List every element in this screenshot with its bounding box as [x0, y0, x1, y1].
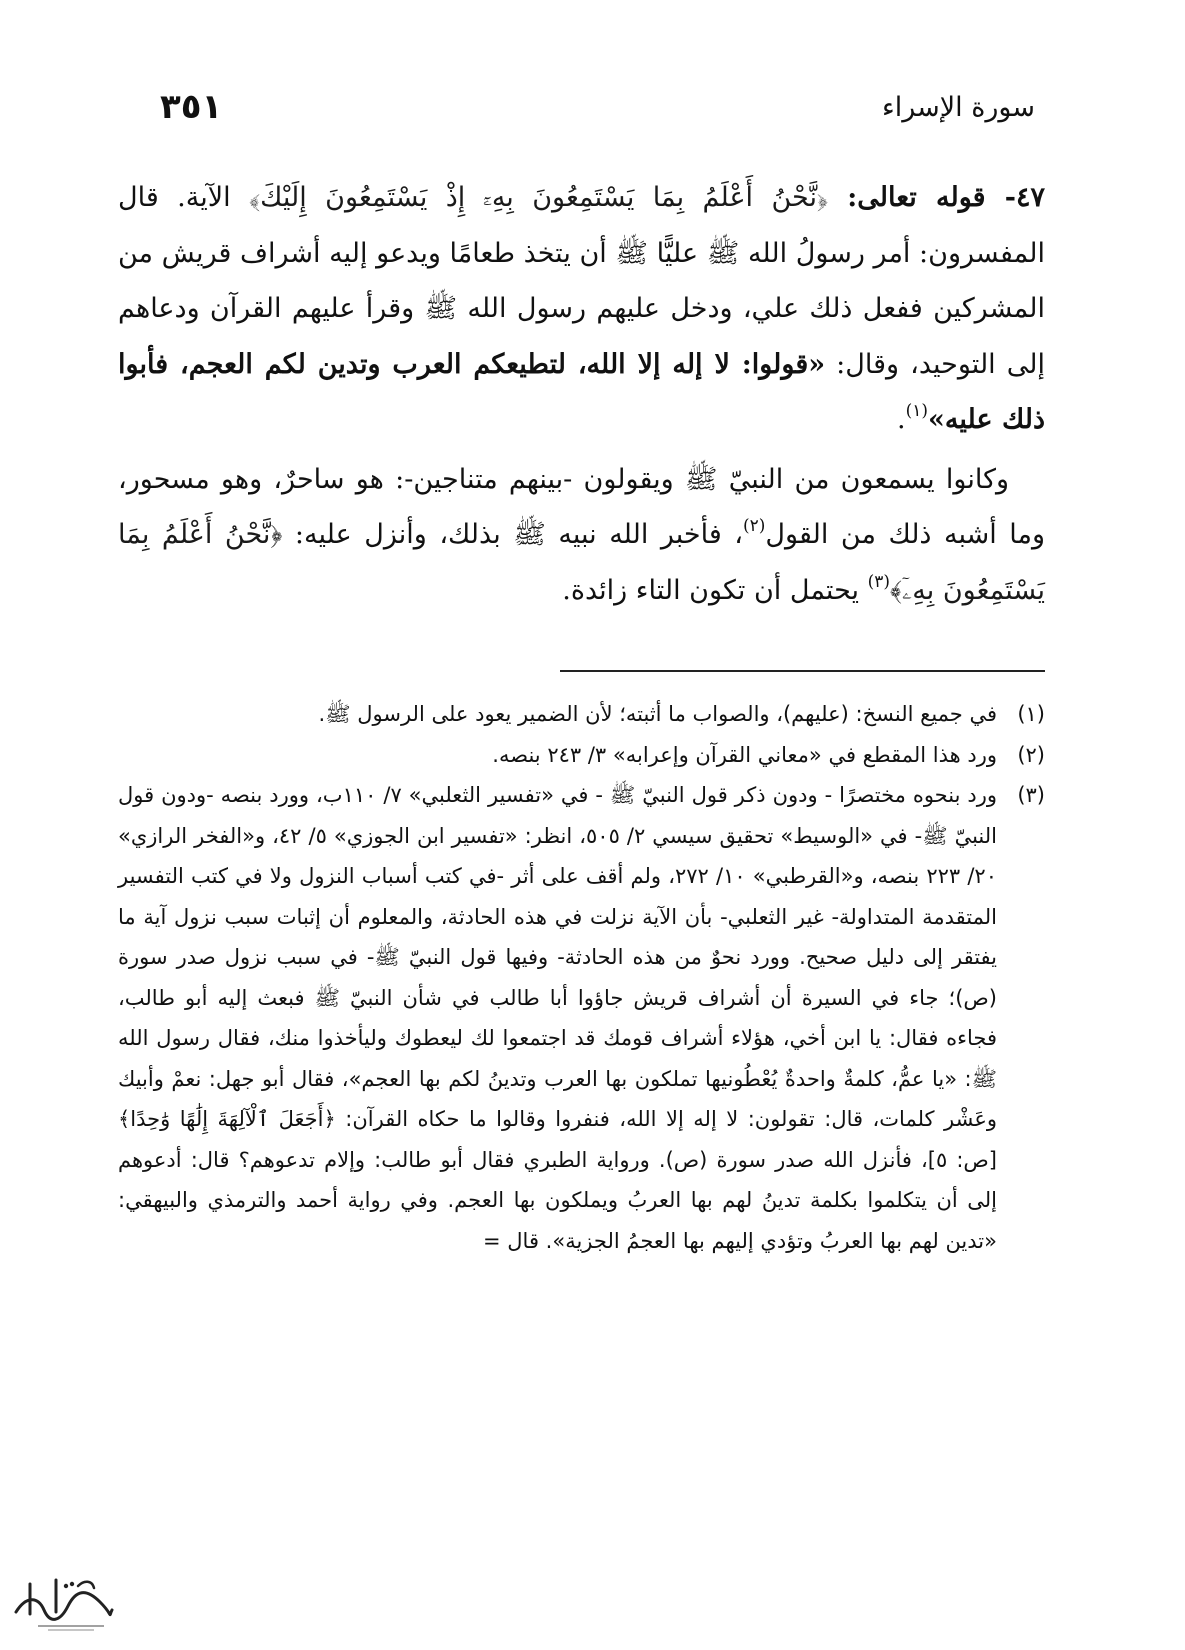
text-segment: يحتمل أن تكون التاء زائدة. — [562, 574, 868, 606]
footnote-1 — [118, 694, 1045, 735]
main-text — [118, 170, 1045, 618]
footnote-text: ورد بنحوه مختصرًا - ودون ذكر قول النبيّ ﷺ - في «تفسير الثعلبي» ٧/ ١١٠ب، وورد بنصه -ودون قول النبيّ ﷺ- في «الوسيط» تحقيق سيسي ٢/ ٥٠٥، انظر: «تفسير ابن الجوزي» ٥/ ٤٢، و«الفخر الرازي» ٢٠/ ٢٢٣ بنصه، و«القرطبي» ١٠/ ٢٧٢، ولم أقف على أثر -في كتب أسباب النزول ولا في كتب التفسير المتقدمة المتداولة- غير الثعلبي- بأن الآية نزلت في هذه الحادثة، والمعلوم أن إثبات سبب نزول آية ما يفتقر إلى دليل صحيح. وورد نحوٌ من هذه الحادثة- وفيها قول النبيّ ﷺ- في سبب نزول صدر سورة (ص)؛ جاء في السيرة أن أشراف قريش جاؤوا أبا طالب في شأن النبيّ ﷺ فبعث إليه أبو طالب، فجاءه فقال: يا ابن أخي، هؤلاء أشراف قومك قد اجتمعوا لك ليعطوك وليأخذوا منك، فقال رسول الله ﷺ: «يا عمُّ، كلمةٌ واحدةٌ يُعْطُونيها تملكون بها العرب وتدينُ لكم بها العجم»، فقال أبو جهل: نعمْ وأبيك وعَشْر كلمات، قال: تقولون: لا إله إلا الله، فنفروا وقالوا ما حكاه القرآن: ﴿أَجَعَلَ ٱلْآلِهَةَ إِلَٰهًا وَٰحِدًا﴾ [ص: ٥]، فأنزل الله صدر سورة (ص). ورواية الطبري فقال أبو طالب: وإلام تدعوهم؟ قال: أدعوهم إلى أن يتكلموا بكلمة تدينُ لهم بها العربُ ويملكون بها العجم. وفي رواية أحمد والترمذي والبيهقي: «تدين لهم بها العربُ وتؤدي إليهم بها العجمُ الجزية». قال = — [118, 783, 997, 1253]
verse-suffix: الآية. — [177, 182, 250, 213]
footnote-text: ورد هذا المقطع في «معاني القرآن وإعرابه» ٣/ ٢٤٣ بنصه. — [492, 742, 997, 767]
quran-quote: ﴿نَّحْنُ أَعْلَمُ بِمَا يَسْتَمِعُونَ بِهِۦٓ إِذْ يَسْتَمِعُونَ إِلَيْكَ﴾ — [249, 182, 829, 213]
sentence-end: . — [897, 404, 906, 435]
footnote-3 — [118, 775, 1045, 1261]
footnote-divider — [560, 670, 1045, 672]
footnotes — [118, 694, 1045, 1261]
logo-calligraphy-icon — [8, 1566, 118, 1636]
paragraph-2 — [118, 452, 1045, 619]
paragraph-47 — [118, 170, 1045, 448]
prophet-quote: «قولوا: لا إله إلا الله، لتطيعكم العرب وتدين لكم العجم، فأبوا ذلك عليه» — [118, 348, 1045, 435]
exegetes-text: قال المفسرون: أمر رسولُ الله ﷺ عليًّا ﷺ أن يتخذ طعامًا ويدعو إليه أشراف قريش من المشركين ففعل ذلك علي، ودخل عليهم رسول الله ﷺ وقرأ عليهم القرآن ودعاهم إلى التوحيد، وقال: — [118, 182, 1045, 380]
footnote-number: (٣) — [1017, 783, 1045, 807]
running-header — [160, 82, 1035, 132]
verse-intro: ٤٧- قوله تعالى: — [828, 182, 1045, 213]
text-segment: ، فأخبر الله نبيه ﷺ بذلك، وأنزل عليه: — [282, 519, 743, 550]
footnote-ref-3[interactable]: (٣) — [867, 571, 891, 592]
footnote-ref-1[interactable]: (١) — [905, 401, 929, 421]
text-segment: وكانوا يسمعون من النبيّ ﷺ ويقولون -بينهم متناجين-: هو ساحرٌ، وهو مسحور، وما أشبه ذلك من القول — [118, 463, 1045, 550]
footnote-2 — [118, 735, 1045, 776]
page-number: ٣٥١ — [160, 87, 223, 127]
footnote-number: (١) — [1017, 702, 1045, 726]
footnote-text: في جميع النسخ: (عليهم)، والصواب ما أثبته؛ لأن الضمير يعود على الرسول ﷺ. — [318, 702, 997, 726]
footnote-number: (٢) — [1017, 742, 1045, 767]
surah-title: سورة الإسراء — [882, 91, 1035, 123]
footnote-ref-2[interactable]: (٢) — [743, 516, 766, 536]
quran-quote: ﴿نَّحْنُ أَعْلَمُ بِمَا يَسْتَمِعُونَ بِهِۦٓ﴾ — [118, 519, 1045, 606]
publisher-logo — [8, 1566, 118, 1636]
